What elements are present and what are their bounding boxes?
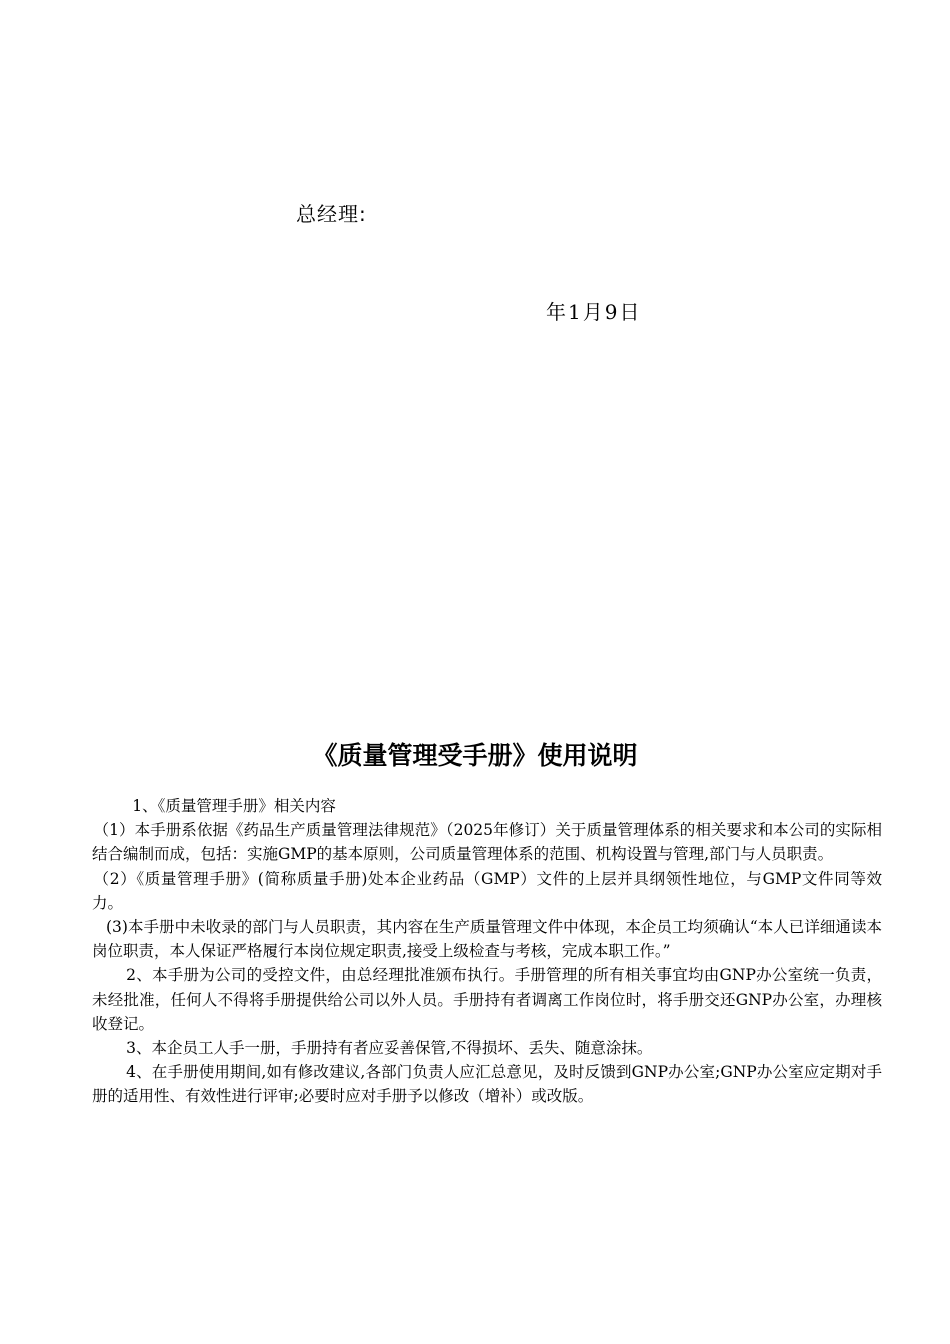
paragraph-item-3: 3、本企员工人手一册，手册持有者应妥善保管,不得损坏、丢失、随意涂抹。 <box>126 1039 653 1058</box>
usage-instructions-body <box>92 794 882 1109</box>
paragraph-item-1-2: （2）《质量管理手册》(简称质量手册)处本企业药品（GMP）文件的上层并具纲领性地位，与GMP文件同等效力。 <box>92 869 882 912</box>
paragraph-item-4: 4、在手册使用期间,如有修改建议,各部门负责人应汇总意见，及时反馈到GNP办公室;GNP办公室应定期对手册的适用性、有效性进行评审;必要时应对手册予以修改（增补）或改版。 <box>92 1063 882 1106</box>
general-manager-signature-label: 总经理: <box>296 202 367 226</box>
signature-date: 年1月9日 <box>546 300 642 324</box>
paragraph-item-1-1: （1）本手册系依据《药品生产质量管理法律规范》（2025年修订）关于质量管理体系的相关要求和本公司的实际相结合编制而成，包括：实施GMP的基本原则，公司质量管理体系的范围、机构设置与管理,部门与人员职责。 <box>92 821 882 864</box>
section-title: 《质量管理受手册》使用说明 <box>312 741 638 770</box>
paragraph-item-2: 2、本手册为公司的受控文件，由总经理批准颁布执行。手册管理的所有相关事宜均由GNP办公室统一负责，未经批准，任何人不得将手册提供给公司以外人员。手册持有者调离工作岗位时，将手册交还GNP办公室，办理核收登记。 <box>92 966 882 1033</box>
paragraph-item-1-3: (3)本手册中未收录的部门与人员职责，其内容在生产质量管理文件中体现，本企员工均须确认“本人已详细通读本岗位职责，本人保证严格履行本岗位规定职责,接受上级检查与考核，完成本职工作。” <box>92 918 882 961</box>
paragraph-item-1: 1、《质量管理手册》相关内容 <box>132 797 336 815</box>
